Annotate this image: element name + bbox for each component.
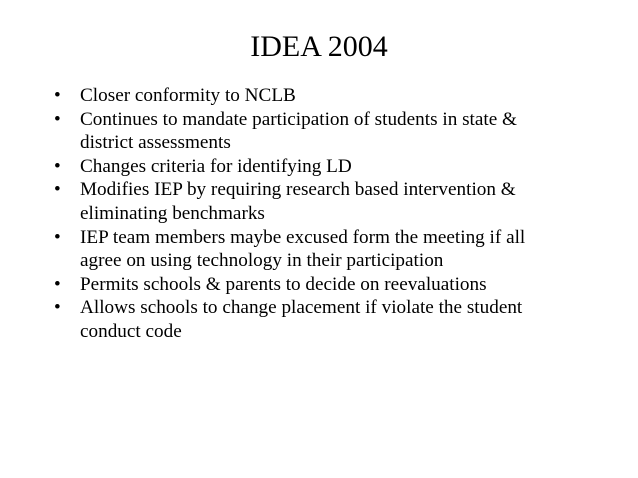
bullet-text-2: Continues to mandate participation of students in state & district assessments: [80, 108, 517, 154]
bullet-item-5: [52, 226, 592, 273]
bullet-item-3: [52, 155, 592, 179]
bullet-icon: •: [54, 297, 61, 319]
bullet-item-6: [52, 273, 592, 297]
slide-title: IDEA 2004: [250, 30, 388, 63]
bullet-item-4: [52, 178, 592, 225]
bullet-icon: •: [54, 226, 61, 248]
bullet-icon: •: [54, 155, 61, 177]
bullet-item-2: [52, 108, 592, 155]
bullet-text-5: IEP team members maybe excused form the meeting if all agree on using technology in their participation: [80, 226, 526, 272]
bullet-icon: •: [54, 273, 61, 295]
bullet-text-3: Changes criteria for identifying LD: [80, 155, 352, 177]
bullet-list: [52, 84, 592, 344]
bullet-icon: •: [54, 108, 61, 130]
bullet-icon: •: [54, 85, 61, 106]
bullet-icon: •: [54, 179, 61, 201]
bullet-item-1: [52, 84, 592, 108]
bullet-item-7: [52, 296, 592, 343]
bullet-text-6: Permits schools & parents to decide on reevaluations: [80, 273, 487, 295]
bullet-text-4: Modifies IEP by requiring research based intervention & eliminating benchmarks: [80, 179, 516, 224]
bullet-text-1: Closer conformity to NCLB: [80, 85, 296, 106]
bullet-text-7: Allows schools to change placement if violate the student conduct code: [80, 297, 523, 342]
